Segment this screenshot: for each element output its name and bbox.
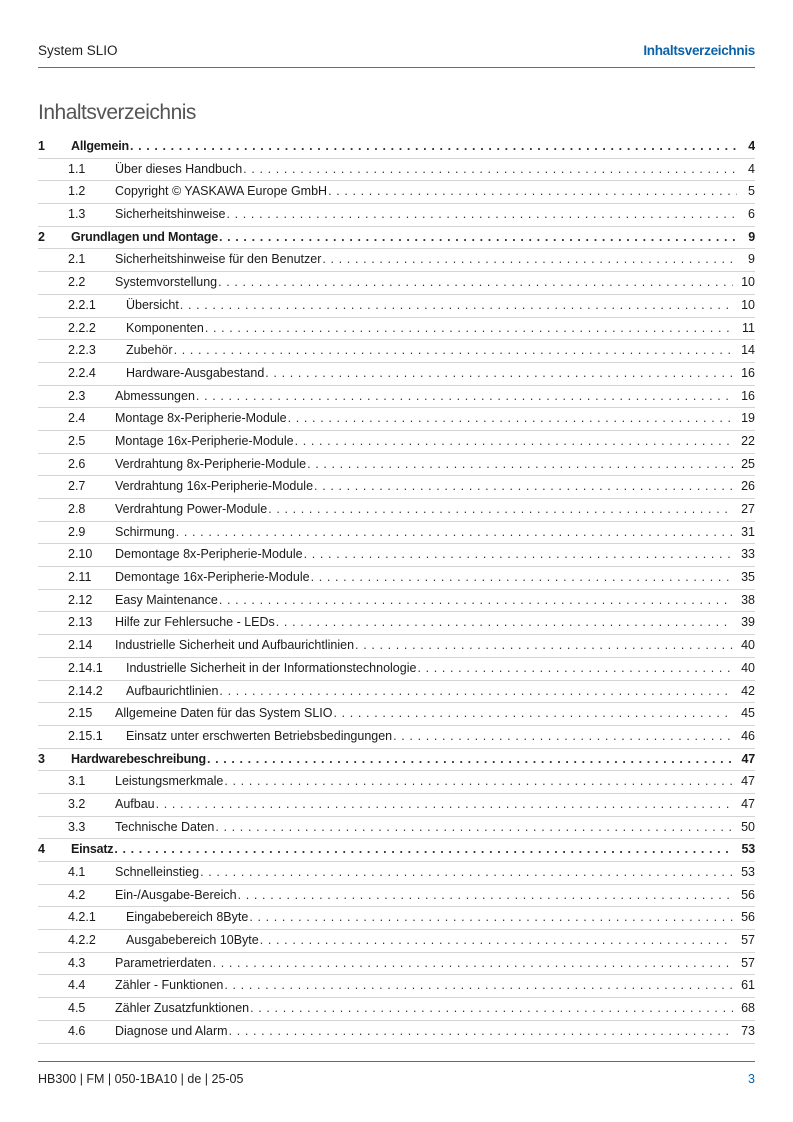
toc-entry-title[interactable]: Montage 16x-Peripherie-Module [115,433,294,448]
toc-entry-title[interactable]: Allgemein [71,139,129,153]
toc-entry[interactable] [38,998,755,1021]
toc-entry[interactable] [38,726,755,749]
toc-entry-line [115,888,755,902]
toc-entry-line [115,570,755,584]
toc-entry-page[interactable]: 68 [741,1001,755,1016]
toc-entry[interactable] [38,431,755,454]
toc-entry-page[interactable]: 5 [748,184,755,199]
toc-entry[interactable] [38,499,755,522]
toc-entry-title[interactable]: Industrielle Sicherheit in der Informationstechnologie [126,660,417,675]
toc-entry-title[interactable]: Einsatz [71,842,114,857]
toc-entry-line [115,978,755,992]
toc-entry-number: 2.6 [68,456,86,471]
toc-entry-line [115,615,755,629]
toc-entry[interactable] [38,771,755,794]
toc-entry-page[interactable]: 57 [741,933,755,948]
toc-entry-line [126,298,755,312]
toc-entry-number: 2.11 [68,570,92,585]
toc-dot-leader [417,661,733,675]
toc-entry-title[interactable]: Demontage 16x-Peripherie-Module [115,570,310,585]
toc-entry-title[interactable]: Zähler - Funktionen [115,978,224,993]
toc-entry[interactable] [38,635,755,658]
toc-entry-page[interactable]: 39 [741,615,755,630]
toc-dot-leader [156,797,733,811]
toc-entry-number: 3 [38,751,45,766]
toc-entry-number: 1 [38,139,45,153]
toc-entry-title[interactable]: Diagnose und Alarm [115,1023,228,1038]
toc-dot-leader [205,321,734,335]
toc-entry-line [115,865,755,879]
toc-entry[interactable] [38,975,755,998]
toc-entry-page[interactable]: 27 [741,502,755,516]
toc-entry[interactable] [38,612,755,635]
toc-entry-number: 4.2 [68,887,86,902]
toc-dot-leader [355,638,733,652]
toc-entry-title[interactable]: Zubehör [126,343,173,358]
toc-entry-page[interactable]: 16 [741,365,755,380]
toc-dot-leader [265,366,733,380]
toc-entry[interactable] [38,839,755,862]
toc-entry[interactable] [38,658,755,681]
toc-entry[interactable] [38,885,755,908]
toc-entry-title[interactable]: Sicherheitshinweise für den Benutzer [115,252,322,267]
toc-entry-line [115,525,755,539]
toc-entry-page[interactable]: 19 [741,411,755,426]
toc-entry-number: 2.2.1 [68,297,96,312]
toc-entry-number: 4.5 [68,1001,86,1016]
toc-dot-leader [180,298,733,312]
toc-entry-page[interactable]: 40 [741,660,755,675]
toc-entry-number: 2.1 [68,252,86,267]
toc-entry[interactable] [38,454,755,477]
toc-entry-number: 2.15 [68,706,93,721]
toc-dot-leader [314,479,733,493]
toc-entry-number: 3.2 [68,796,86,811]
toc-entry-title[interactable]: Hardware-Ausgabestand [126,365,265,380]
toc-entry[interactable] [38,590,755,613]
page-title: Inhaltsverzeichnis [38,101,196,124]
toc-entry-line [126,933,755,947]
toc-dot-leader [249,910,733,924]
toc-entry-page[interactable]: 35 [741,570,755,585]
toc-row-separator [38,1043,755,1044]
table-of-contents [38,136,755,1044]
toc-entry-page[interactable]: 61 [741,978,755,993]
toc-dot-leader [219,684,733,698]
toc-entry-number: 2.15.1 [68,728,103,743]
toc-dot-leader [328,184,737,198]
toc-entry-number: 4.1 [68,865,86,879]
toc-entry-line [115,820,755,834]
toc-entry-line [115,1001,755,1015]
toc-entry-title[interactable]: Grundlagen und Montage [71,229,218,244]
toc-entry-page[interactable]: 47 [741,751,755,766]
toc-entry-page[interactable]: 57 [741,955,755,970]
toc-entry-number: 2.2 [68,275,86,290]
toc-entry-page[interactable]: 73 [741,1023,755,1038]
toc-dot-leader [130,139,737,153]
toc-dot-leader [229,1024,734,1038]
toc-dot-leader [304,547,733,561]
toc-entry-line [115,275,755,289]
toc-entry-number: 2.14.2 [68,683,103,698]
toc-entry-title[interactable]: Allgemeine Daten für das System SLIO [115,706,333,721]
toc-entry-page[interactable]: 4 [748,139,755,153]
toc-entry-number: 2.12 [68,592,93,607]
toc-dot-leader [311,570,734,584]
toc-entry[interactable] [38,272,755,295]
toc-entry-line [126,661,755,675]
toc-dot-leader [215,820,733,834]
toc-entry[interactable] [38,794,755,817]
toc-entry-line [115,457,755,471]
toc-entry-page[interactable]: 11 [742,320,755,335]
toc-entry-line [126,321,755,335]
toc-entry-page[interactable]: 38 [741,592,755,607]
toc-entry-page[interactable]: 10 [741,275,755,290]
toc-entry-line [115,1024,755,1038]
toc-entry-line [115,706,755,720]
toc-entry-title[interactable]: Komponenten [126,320,204,335]
toc-entry-line [115,502,755,516]
toc-dot-leader [276,615,733,629]
toc-entry-line [115,434,755,448]
toc-dot-leader [226,207,737,221]
toc-entry[interactable] [38,862,755,885]
toc-entry-line [126,366,755,380]
toc-entry[interactable] [38,340,755,363]
toc-dot-leader [268,502,733,516]
footer-doc-id: HB300 | FM | 050-1BA10 | de | 25-05 [38,1072,244,1086]
toc-dot-leader [295,434,734,448]
toc-entry[interactable] [38,907,755,930]
toc-entry-number: 2.14 [68,638,93,653]
toc-dot-leader [260,933,733,947]
toc-entry-title[interactable]: Einsatz unter erschwerten Betriebsbedingungen [126,728,393,743]
toc-entry-title[interactable]: Verdrahtung Power-Module [115,502,268,516]
toc-entry-number: 4.4 [68,978,86,993]
toc-entry-line [115,547,755,561]
toc-entry[interactable] [38,476,755,499]
toc-entry-title[interactable]: Ausgabebereich 10Byte [126,933,259,948]
toc-entry-page[interactable]: 33 [741,547,755,562]
toc-entry-number: 2.4 [68,411,86,426]
toc-entry-line [71,842,755,856]
toc-entry-number: 2.5 [68,433,86,448]
toc-entry-title[interactable]: Leistungsmerkmale [115,774,224,789]
toc-dot-leader [219,593,733,607]
toc-entry-number: 2.7 [68,479,86,494]
toc-entry-title[interactable]: Ein-/Ausgabe-Bereich [115,887,237,902]
toc-entry-line [126,910,755,924]
toc-dot-leader [393,729,733,743]
toc-entry-page[interactable]: 45 [741,706,755,721]
toc-entry[interactable] [38,522,755,545]
toc-dot-leader [196,389,733,403]
toc-entry[interactable] [38,953,755,976]
toc-entry-line [115,184,755,198]
toc-entry-number: 1.2 [68,184,86,199]
toc-entry[interactable] [38,136,755,159]
toc-dot-leader [218,275,733,289]
toc-entry-number: 2.2.3 [68,343,96,358]
toc-entry[interactable] [38,930,755,953]
toc-entry-line [126,729,755,743]
toc-entry-line [115,956,755,970]
toc-dot-leader [174,343,734,357]
toc-entry-number: 2 [38,229,45,244]
toc-entry-page[interactable]: 9 [748,252,755,267]
toc-entry-title[interactable]: Montage 8x-Peripherie-Module [115,411,287,426]
toc-entry-title[interactable]: Über dieses Handbuch [115,161,243,176]
toc-entry-page[interactable]: 22 [741,433,755,448]
toc-entry-line [115,411,755,425]
toc-dot-leader [200,865,733,879]
toc-entry-number: 2.10 [68,547,93,562]
toc-entry-number: 4.2.1 [68,910,96,925]
toc-entry-title[interactable]: Hilfe zur Fehlersuche - LEDs [115,615,275,630]
toc-entry[interactable] [38,181,755,204]
toc-entry-number: 4.3 [68,955,86,970]
toc-entry-number: 3.3 [68,819,86,834]
toc-entry-page[interactable]: 53 [741,842,755,857]
toc-entry-number: 2.9 [68,524,86,539]
toc-entry[interactable] [38,681,755,704]
toc-entry-title[interactable]: Aufbaurichtlinien [126,683,219,698]
toc-entry-page[interactable]: 46 [741,728,755,743]
toc-entry-number: 2.2.4 [68,365,96,380]
toc-entry-title[interactable]: Sicherheitshinweise [115,207,226,222]
toc-entry-page[interactable]: 47 [741,796,755,811]
toc-entry-page[interactable]: 9 [748,229,755,244]
toc-dot-leader [333,706,733,720]
toc-entry-page[interactable]: 25 [741,456,755,471]
toc-entry-number: 2.8 [68,502,86,516]
toc-entry-page[interactable]: 10 [741,297,755,312]
toc-dot-leader [213,956,734,970]
toc-entry-title[interactable]: Technische Daten [115,819,215,834]
toc-entry-page[interactable]: 50 [741,819,755,834]
toc-entry-page[interactable]: 53 [741,865,755,879]
toc-entry-line [115,797,755,811]
toc-entry-title[interactable]: Copyright © YASKAWA Europe GmbH [115,184,328,199]
toc-entry-number: 2.14.1 [68,660,103,675]
toc-entry-page[interactable]: 40 [741,638,755,653]
header-divider [38,67,755,68]
toc-dot-leader [224,774,733,788]
toc-entry-number: 2.3 [68,388,86,403]
toc-entry-number: 4.6 [68,1023,86,1038]
toc-entry[interactable] [38,408,755,431]
toc-entry-title[interactable]: Schirmung [115,524,175,539]
toc-entry-page[interactable]: 31 [741,524,755,539]
toc-dot-leader [322,252,737,266]
toc-entry-title[interactable]: Übersicht [126,297,179,312]
toc-entry-title[interactable]: Easy Maintenance [115,592,218,607]
toc-entry-line [115,638,755,652]
toc-entry-line [115,207,755,221]
toc-entry-page[interactable]: 42 [741,683,755,698]
toc-dot-leader [288,411,733,425]
toc-entry[interactable] [38,204,755,227]
toc-entry[interactable] [38,227,755,250]
toc-entry[interactable] [38,817,755,840]
toc-entry-number: 4.2.2 [68,933,96,948]
toc-dot-leader [224,978,733,992]
toc-entry-title[interactable]: Systemvorstellung [115,275,218,290]
toc-dot-leader [176,525,733,539]
toc-entry-line [115,162,755,176]
toc-entry[interactable] [38,749,755,772]
toc-entry-line [71,752,755,766]
toc-entry-title[interactable]: Zähler Zusatzfunktionen [115,1001,250,1016]
toc-dot-leader [250,1001,733,1015]
toc-entry[interactable] [38,1021,755,1044]
header-section-title: Inhaltsverzeichnis [643,43,755,58]
toc-entry[interactable] [38,318,755,341]
toc-entry-line [115,252,755,266]
toc-entry-page[interactable]: 56 [741,887,755,902]
toc-entry-title[interactable]: Eingabebereich 8Byte [126,910,249,925]
toc-entry[interactable] [38,386,755,409]
toc-entry-number: 1.3 [68,207,86,222]
toc-entry-title[interactable]: Schnelleinstieg [115,865,200,879]
toc-entry-title[interactable]: Parametrierdaten [115,955,212,970]
toc-entry[interactable] [38,703,755,726]
toc-entry[interactable] [38,159,755,182]
footer-page-number: 3 [748,1072,755,1086]
toc-dot-leader [243,162,737,176]
footer-divider [38,1061,755,1062]
toc-entry-line [126,343,755,357]
toc-entry[interactable] [38,567,755,590]
toc-entry-page[interactable]: 6 [748,207,755,222]
toc-entry-line [115,774,755,788]
toc-entry-number: 1.1 [68,161,86,176]
toc-entry-title[interactable]: Verdrahtung 16x-Peripherie-Module [115,479,314,494]
toc-entry-page[interactable]: 56 [741,910,755,925]
toc-entry-line [115,389,755,403]
toc-entry-title[interactable]: Abmessungen [115,388,195,403]
toc-entry-title[interactable]: Industrielle Sicherheit und Aufbaurichtlinien [115,638,355,653]
toc-entry-line [115,593,755,607]
toc-entry-number: 2.2.2 [68,320,96,335]
toc-dot-leader [219,230,737,244]
toc-dot-leader [238,888,733,902]
toc-entry-title[interactable]: Aufbau [115,796,155,811]
toc-entry-number: 2.13 [68,615,93,630]
toc-entry-page[interactable]: 14 [741,343,755,358]
toc-entry-title[interactable]: Hardwarebeschreibung [71,751,206,766]
toc-entry-line [71,139,755,153]
toc-dot-leader [207,752,734,766]
toc-entry-page[interactable]: 16 [741,388,755,403]
toc-entry-title[interactable]: Verdrahtung 8x-Peripherie-Module [115,456,307,471]
toc-entry-page[interactable]: 47 [741,774,755,789]
toc-entry[interactable] [38,249,755,272]
toc-entry-line [115,479,755,493]
toc-entry-number: 4 [38,842,45,857]
toc-entry-line [71,230,755,244]
toc-dot-leader [307,457,733,471]
toc-entry-number: 3.1 [68,774,86,789]
toc-entry[interactable] [38,363,755,386]
toc-entry-line [126,684,755,698]
toc-dot-leader [114,842,733,856]
toc-entry[interactable] [38,544,755,567]
toc-entry-page[interactable]: 4 [748,161,755,176]
toc-entry-page[interactable]: 26 [741,479,755,494]
toc-entry[interactable] [38,295,755,318]
toc-entry-title[interactable]: Demontage 8x-Peripherie-Module [115,547,303,562]
header-doc-title: System SLIO [38,43,118,58]
